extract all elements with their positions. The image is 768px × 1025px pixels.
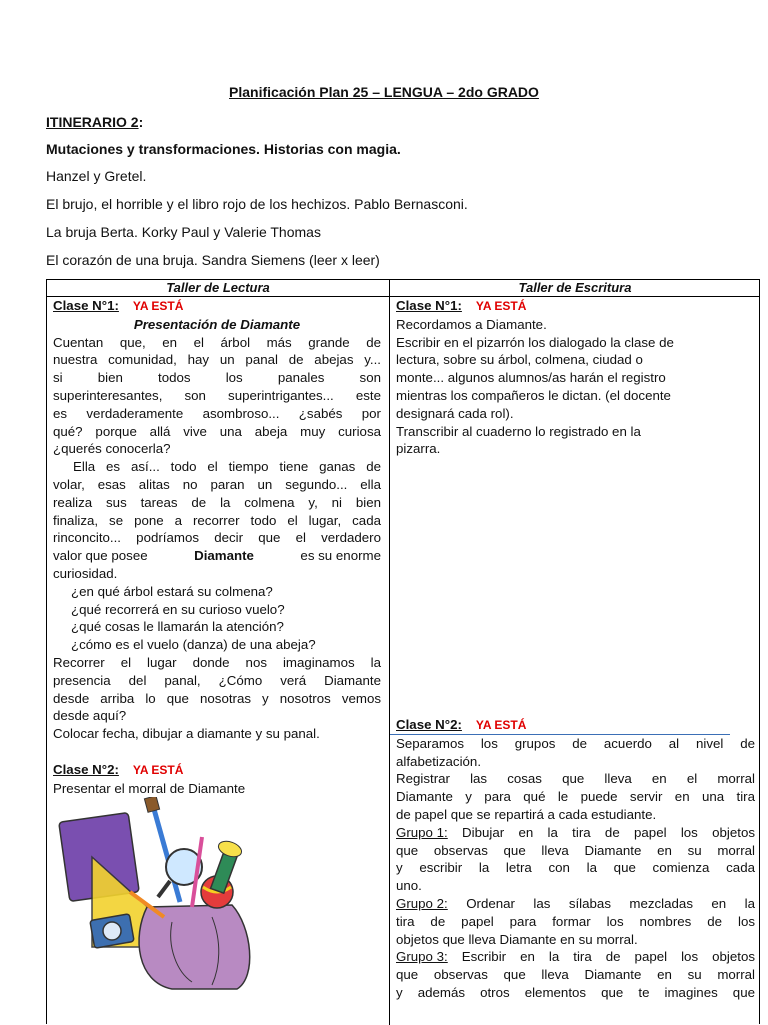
text-line: si bien todos los panales son — [53, 370, 381, 386]
text-line: tira de papel para formar los nombres de los — [396, 913, 755, 929]
text-line: lectura, sobre su árbol, colmena, ciudad o — [396, 352, 643, 368]
clase-label: Clase N°1: — [396, 298, 462, 313]
text-line: de papel que se repartirá a cada estudiante. — [396, 806, 657, 822]
text-line: Escribir en el pizarrón los dialogado la clase de — [396, 334, 674, 350]
status-badge: YA ESTÁ — [132, 762, 184, 777]
clase1-heading — [53, 297, 381, 316]
text-line: Transcribir al cuaderno lo registrado en la — [396, 423, 641, 439]
escritura-clase2 — [396, 716, 755, 1002]
text-line: objetos que lleva Diamante en su morral. — [396, 931, 638, 947]
text-line: pizarra. — [396, 441, 441, 457]
header-taller-lectura: Taller de Lectura — [47, 280, 390, 296]
text-fragment: Escribir en la tira de papel los objetos — [447, 949, 755, 965]
magnifier-handle — [158, 881, 170, 897]
clase-label: Clase N°2: — [396, 717, 462, 732]
page-title: Planificación Plan 25 – LENGUA – 2do GRADO — [229, 84, 539, 100]
status-badge: YA ESTÁ — [132, 299, 184, 313]
question-item: ¿qué recorrerá en su curioso vuelo? — [71, 601, 285, 617]
text-line: mientras los compañeros le dictan. (el docente — [396, 387, 671, 403]
question-item: ¿qué cosas le llamarán la atención? — [71, 619, 284, 635]
question-item: ¿cómo es el vuelo (danza) de una abeja? — [71, 637, 316, 653]
text-line: uno. — [396, 878, 422, 894]
text-line: Recorrer el lugar donde nos imaginamos la — [53, 654, 381, 670]
text-line: curiosidad. — [53, 565, 118, 581]
text-line — [396, 948, 755, 966]
grupo-label: Grupo 3: — [396, 949, 448, 965]
text-line: Registrar las cosas que lleva en el morral — [396, 771, 755, 787]
header-taller-escritura: Taller de Escritura — [518, 280, 632, 295]
theme-heading: Mutaciones y transformaciones. Historias con magia. — [46, 141, 401, 157]
lectura-column — [53, 297, 381, 797]
text-line: presencia del panal, ¿Cómo verá Diamante — [53, 672, 381, 688]
text-line: designará cada rol). — [396, 405, 514, 421]
text-line: es verdaderamente asombroso... ¿sabés por — [53, 405, 381, 421]
clase-label: Clase N°1: — [53, 298, 119, 313]
text-line: realiza sus tareas de la colmena y, ni bien — [53, 494, 381, 510]
camera-lens — [103, 922, 121, 940]
text-line: que observas que lleva Diamante en su morral — [396, 842, 755, 858]
text-line: que observas que lleva Diamante en su morral — [396, 967, 755, 983]
text-line: y escribir la letra con la que comienza cada — [396, 860, 755, 876]
clase1-subtitle: Presentación de Diamante — [133, 316, 301, 332]
grupo-label: Grupo 2: — [396, 895, 448, 911]
text-line: desde aquí? — [53, 708, 127, 724]
text-line: Presentar el morral de Diamante — [53, 780, 246, 796]
clase2-heading — [396, 716, 755, 735]
text-line: nuestra comunidad, hay un panal de abejas y... — [53, 352, 381, 368]
itinerary-heading — [46, 114, 143, 130]
text-fragment: Dibujar en la tira de papel los objetos — [447, 824, 755, 840]
clase2-heading — [53, 761, 381, 780]
book-item: Hanzel y Gretel. — [46, 168, 147, 184]
text-line: ¿querés conocerla? — [53, 441, 171, 457]
itinerary-colon: : — [138, 114, 144, 130]
clase-label: Clase N°2: — [53, 761, 119, 777]
status-badge: YA ESTÁ — [475, 718, 527, 732]
text-line: Colocar fecha, dibujar a diamante y su panal. — [53, 726, 320, 742]
book-item: La bruja Berta. Korky Paul y Valerie Thomas — [46, 224, 321, 240]
text-line: desde arriba lo que nosotras y nosotros vemos — [53, 690, 381, 706]
text-fragment: valor que posee — [53, 548, 148, 564]
text-line — [396, 824, 755, 842]
diamante-bold: Diamante — [194, 548, 254, 564]
text-fragment: Ordenar las sílabas mezcladas en la — [447, 895, 755, 911]
text-fragment: es su enorme — [300, 548, 381, 564]
flashlight-head — [216, 838, 243, 859]
text-line: rinconcito... podríamos decir que el verdadero — [53, 530, 381, 546]
text-line: Ella es así... todo el tiempo tiene ganas de — [73, 459, 381, 475]
backpack-shape — [139, 905, 250, 989]
brush-tip — [144, 797, 159, 812]
text-line: superinteresantes, son superintrigantes... este — [53, 387, 381, 403]
clase1-heading — [396, 297, 755, 316]
escritura-column — [396, 297, 755, 458]
status-badge: YA ESTÁ — [475, 299, 527, 313]
text-line: volar, esas alitas no paran un segundo... ella — [53, 476, 381, 492]
text-line: alfabetización. — [396, 753, 482, 769]
text-line: y además otros elementos que te imagines que — [396, 984, 755, 1000]
text-line: Recordamos a Diamante. — [396, 316, 547, 332]
question-item: ¿en qué árbol estará su colmena? — [71, 583, 273, 599]
backpack-illustration — [52, 797, 262, 992]
text-line: Cuentan que, en el árbol más grande de — [53, 334, 381, 350]
text-line — [53, 547, 381, 565]
book-item: El corazón de una bruja. Sandra Siemens (leer x leer) — [46, 252, 380, 268]
grupo-label: Grupo 1: — [396, 824, 448, 840]
itinerary-label: ITINERARIO 2 — [46, 114, 139, 130]
book-item: El brujo, el horrible y el libro rojo de los hechizos. Pablo Bernasconi. — [46, 196, 468, 212]
text-line: monte... algunos alumnos/as harán el registro — [396, 370, 666, 386]
column-divider — [389, 280, 390, 1025]
text-line: Separamos los grupos de acuerdo al nivel de — [396, 735, 755, 751]
text-line: Diamante y para qué le puede servir en una tira — [396, 789, 755, 805]
text-line: qué? porque allá vive una abeja muy curiosa — [53, 423, 381, 439]
text-line — [396, 895, 755, 913]
text-line: finaliza, se pone a recorrer todo el lugar, cada — [53, 512, 381, 528]
